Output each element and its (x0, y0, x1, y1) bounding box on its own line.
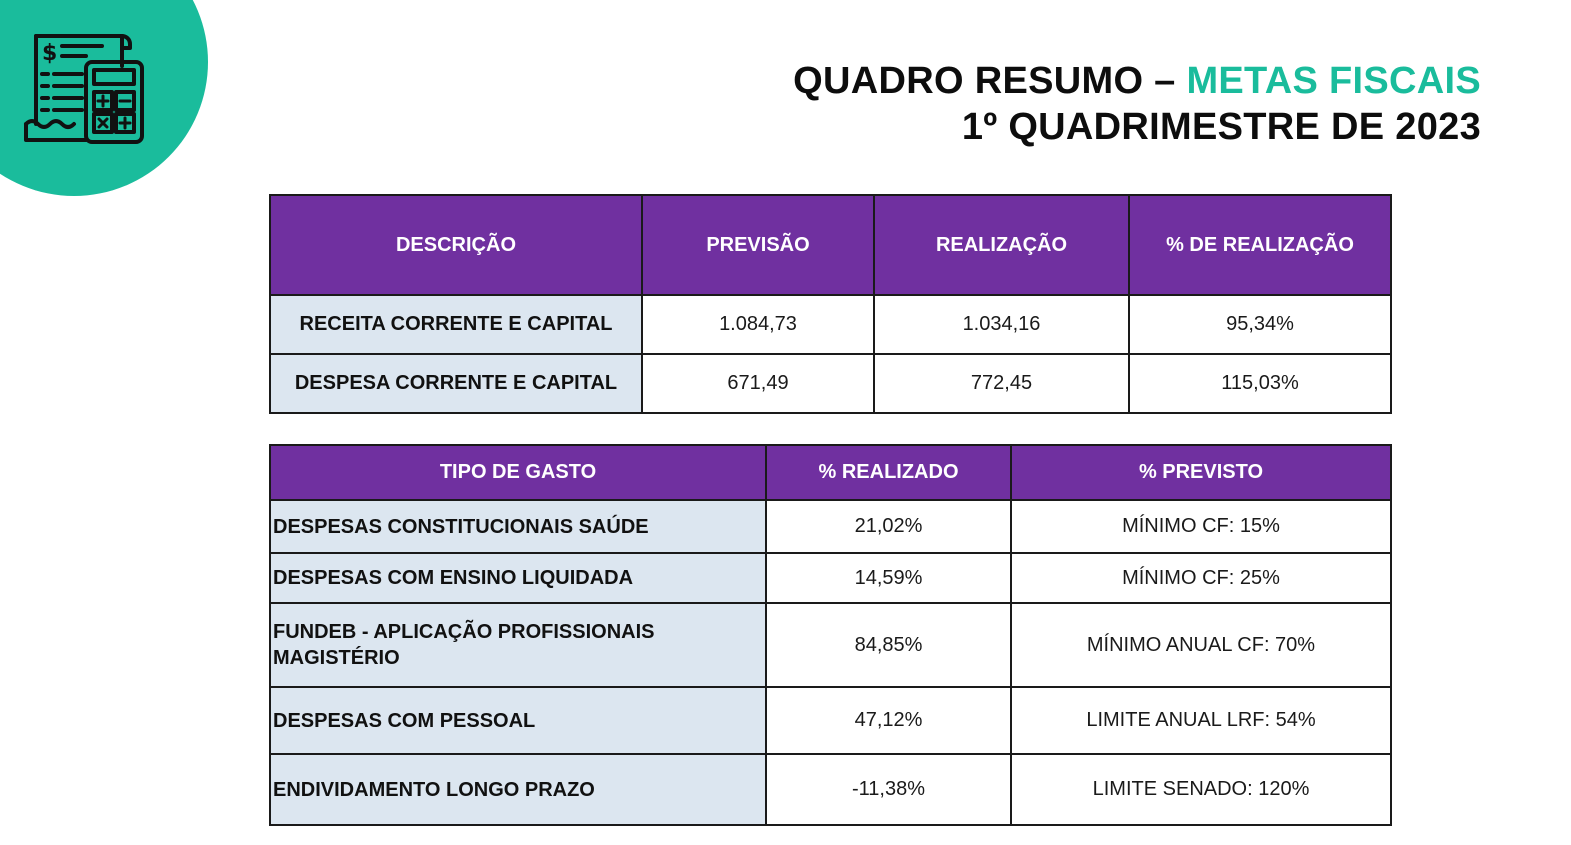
row-label: RECEITA CORRENTE E CAPITAL (270, 295, 642, 354)
cell-pct-realizacao: 95,34% (1129, 295, 1391, 354)
cell-pct-realizado: -11,38% (766, 754, 1011, 825)
svg-text:$: $ (42, 41, 58, 66)
header-pct-realizado: % REALIZADO (766, 445, 1011, 500)
cell-pct-realizado: 47,12% (766, 687, 1011, 754)
table-row (270, 354, 1391, 413)
cell-pct-previsto: MÍNIMO CF: 25% (1011, 553, 1391, 603)
cell-pct-previsto: MÍNIMO ANUAL CF: 70% (1011, 603, 1391, 687)
cell-pct-previsto: LIMITE SENADO: 120% (1011, 754, 1391, 825)
header-pct-realizacao: % DE REALIZAÇÃO (1129, 195, 1391, 295)
cell-pct-realizado: 21,02% (766, 500, 1011, 553)
row-label: DESPESAS COM ENSINO LIQUIDADA (270, 553, 766, 603)
title-accent: METAS FISCAIS (1186, 60, 1481, 102)
table-row (270, 687, 1391, 754)
row-label: DESPESAS CONSTITUCIONAIS SAÚDE (270, 500, 766, 553)
table-row (270, 295, 1391, 354)
table-row (270, 553, 1391, 603)
cell-pct-previsto: MÍNIMO CF: 15% (1011, 500, 1391, 553)
table-row (270, 500, 1391, 553)
fiscal-summary-table (269, 194, 1392, 414)
cell-pct-previsto: LIMITE ANUAL LRF: 54% (1011, 687, 1391, 754)
table-header-row (270, 445, 1391, 500)
cell-pct-realizado: 14,59% (766, 553, 1011, 603)
header-pct-previsto: % PREVISTO (1011, 445, 1391, 500)
spending-type-table (269, 444, 1392, 826)
row-label: DESPESAS COM PESSOAL (270, 687, 766, 754)
cell-pct-realizado: 84,85% (766, 603, 1011, 687)
table-header-row (270, 195, 1391, 295)
table-row (270, 603, 1391, 687)
header-descricao: DESCRIÇÃO (270, 195, 642, 295)
header-tipo-gasto: TIPO DE GASTO (270, 445, 766, 500)
row-label: DESPESA CORRENTE E CAPITAL (270, 354, 642, 413)
cell-previsao: 1.084,73 (642, 295, 874, 354)
header-previsao: PREVISÃO (642, 195, 874, 295)
cell-realizacao: 1.034,16 (874, 295, 1129, 354)
page-title (793, 58, 1481, 150)
budget-calculator-icon (22, 28, 148, 150)
cell-realizacao: 772,45 (874, 354, 1129, 413)
table-row (270, 754, 1391, 825)
header-realizacao: REALIZAÇÃO (874, 195, 1129, 295)
cell-pct-realizacao: 115,03% (1129, 354, 1391, 413)
title-prefix: QUADRO RESUMO – (793, 60, 1187, 102)
page-subtitle: 1º QUADRIMESTRE DE 2023 (961, 106, 1481, 148)
row-label: ENDIVIDAMENTO LONGO PRAZO (270, 754, 766, 825)
cell-previsao: 671,49 (642, 354, 874, 413)
row-label: FUNDEB - APLICAÇÃO PROFISSIONAIS MAGISTÉRIO (270, 603, 766, 687)
